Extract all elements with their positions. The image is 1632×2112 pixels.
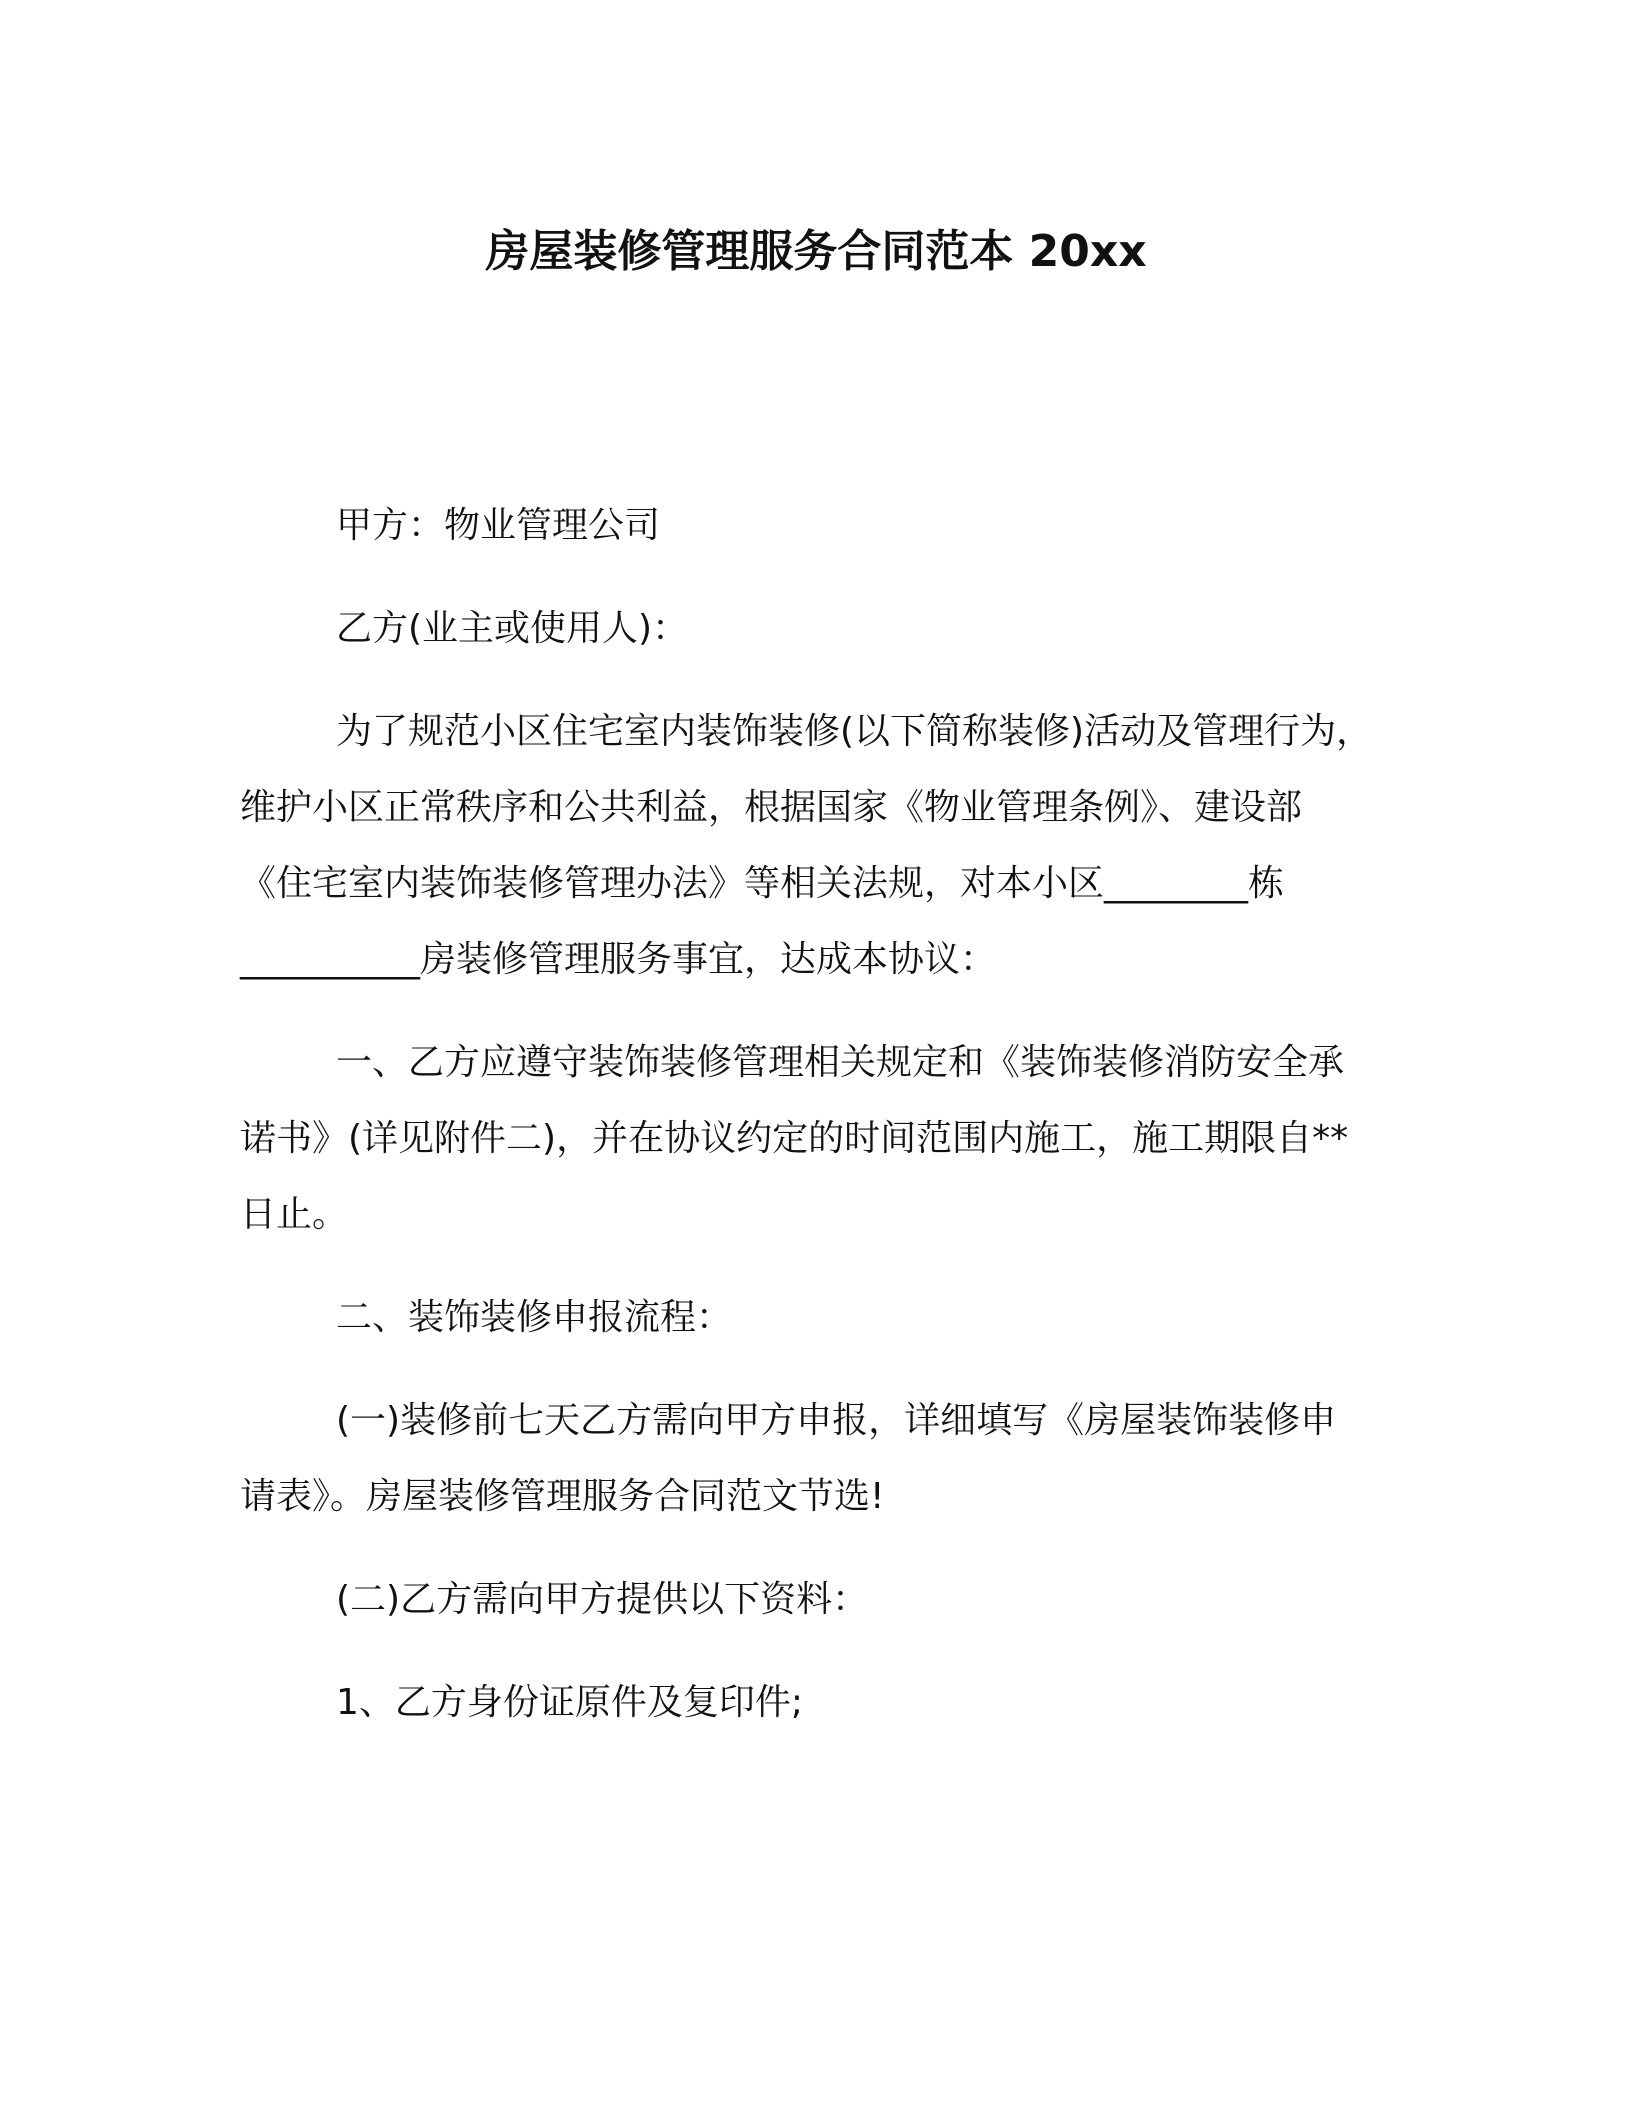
item-one-paragraph [240,1665,1392,1741]
party-b-paragraph [240,591,1392,667]
text-line: 乙方(业主或使用人)： [336,608,689,649]
party-a-paragraph [240,488,1392,564]
preamble-paragraph [240,694,1392,998]
clause-two-heading [240,1280,1392,1356]
text-line: (二)乙方需向甲方提供以下资料： [336,1579,869,1620]
subclause-one-paragraph [240,1383,1392,1535]
text-line: 为了规范小区住宅室内装饰装修(以下简称装修)活动及管理行为， [336,711,1373,752]
text-line: __________房装修管理服务事宜，达成本协议： [240,939,997,980]
text-line: 维护小区正常秩序和公共利益，根据国家《物业管理条例》、建设部 [240,787,1303,828]
text-line: 诺书》(详见附件二)，并在协议约定的时间范围内施工，施工期限自** [240,1118,1349,1159]
clause-one-paragraph [240,1025,1392,1253]
text-line: 《住宅室内装饰装修管理办法》等相关法规，对本小区________栋 [240,863,1285,904]
document-body [240,488,1392,1768]
text-line: (一)装修前七天乙方需向甲方申报，详细填写《房屋装饰装修申 [336,1400,1337,1441]
document-title: 房屋装修管理服务合同范本 20xx [485,226,1147,277]
subclause-two-paragraph [240,1562,1392,1638]
text-line: 日止。 [240,1194,349,1235]
text-line: 请表》。房屋装修管理服务合同范文节选! [240,1476,885,1517]
text-line: 二、装饰装修申报流程： [336,1297,733,1338]
text-line: 甲方：物业管理公司 [336,505,661,546]
text-line: 一、乙方应遵守装饰装修管理相关规定和《装饰装修消防安全承 [336,1042,1345,1083]
text-line: 1、乙方身份证原件及复印件; [336,1682,804,1723]
